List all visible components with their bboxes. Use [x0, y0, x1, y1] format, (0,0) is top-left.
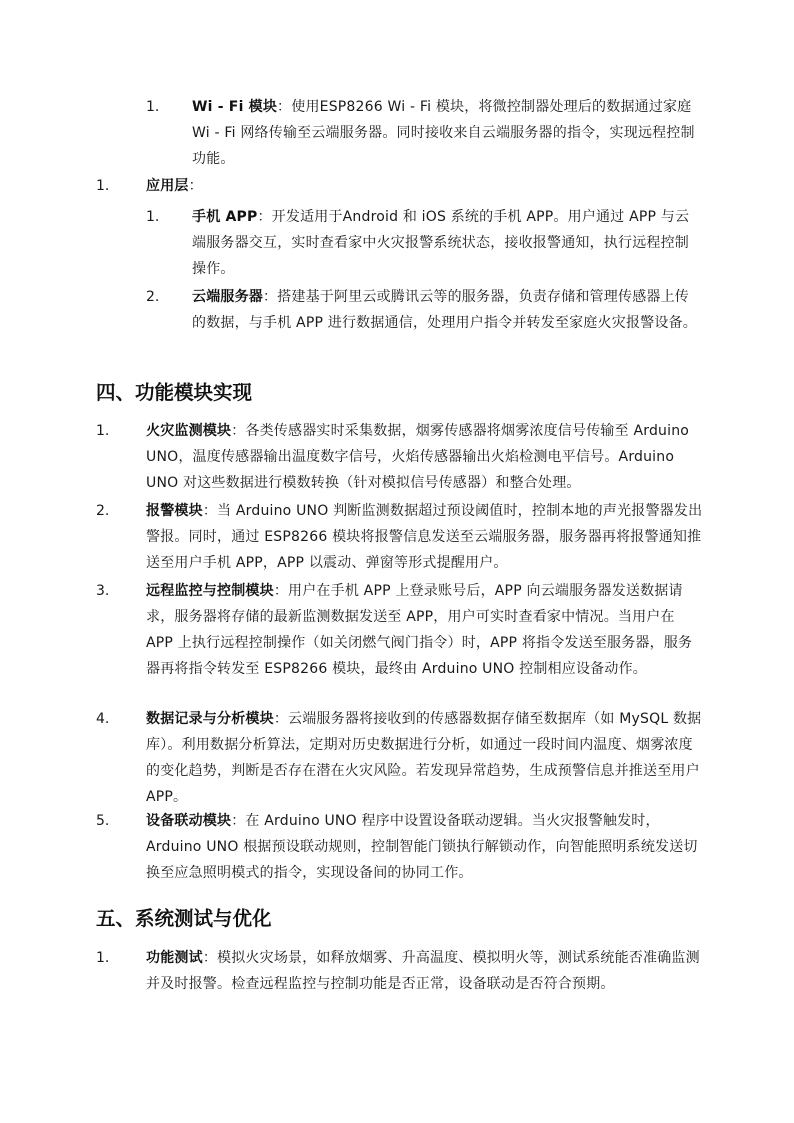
list-number: 1.: [96, 950, 110, 966]
list-item-fire-monitoring: [96, 418, 706, 496]
list-text: 应用层：: [146, 178, 203, 194]
item-body: 模拟火灾场景，如释放烟雾、升高温度、模拟明火等，测试系统能否准确监测并及时报警。检查远程监控与控制功能是否正常，设备联动是否符合预期。: [146, 950, 700, 992]
item-label: 报警模块: [146, 503, 203, 519]
list-text: 手机 APP：开发适用于Android 和 iOS 系统的手机 APP。用户通过 APP 与云端服务器交互，实时查看家中火灾报警系统状态，接收报警通知，执行远程控制操作。: [192, 209, 690, 277]
list-text: 功能测试：模拟火灾场景，如释放烟雾、升高温度、模拟明火等，测试系统能否准确监测并及时报警。检查远程监控与控制功能是否正常，设备联动是否符合预期。: [146, 950, 700, 992]
list-item-wifi-module: [146, 94, 706, 172]
list-number: 3.: [96, 583, 110, 599]
list-item-data-analysis: [96, 706, 706, 810]
list-number: 1.: [96, 178, 110, 194]
list-number: 1.: [146, 209, 160, 225]
list-text: 报警模块：当 Arduino UNO 判断监测数据超过预设阈值时，控制本地的声光报警器发出警报。同时，通过 ESP8266 模块将报警信息发送至云端服务器，服务器再将报警通知推送至用户手机 APP，APP 以震动、弹窗等形式提醒用户。: [146, 503, 703, 571]
list-text: 远程监控与控制模块：用户在手机 APP 上登录账号后，APP 向云端服务器发送数据请求，服务器将存储的最新监测数据发送至 APP，用户可实时查看家中情况。当用户在 APP 上执行远程控制操作（如关闭燃气阀门指令）时，APP 将指令发送至服务器，服务器再将指令转发至 ESP8266 模块，最终由 Arduino UNO 控制相应设备动作。: [146, 583, 693, 677]
list-item-device-linkage: [96, 808, 706, 886]
item-label: 远程监控与控制模块: [146, 583, 274, 599]
list-text: 设备联动模块：在 Arduino UNO 程序中设置设备联动逻辑。当火灾报警触发时，Arduino UNO 根据预设联动规则，控制智能门锁执行解锁动作，向智能照明系统发送切换至应急照明模式的指令，实现设备间的协同工作。: [146, 813, 698, 881]
item-body: 开发适用于Android 和 iOS 系统的手机 APP。用户通过 APP 与云端服务器交互，实时查看家中火灾报警系统状态，接收报警通知，执行远程控制操作。: [192, 209, 690, 277]
list-text: 云端服务器：搭建基于阿里云或腾讯云等的服务器，负责存储和管理传感器上传的数据，与手机 APP 进行数据通信，处理用户指令并转发至家庭火灾报警设备。: [192, 289, 697, 331]
item-label: 设备联动模块: [146, 813, 232, 829]
list-item-remote-control: [96, 578, 706, 682]
list-item-application-layer: [96, 173, 696, 199]
list-number: 2.: [146, 289, 160, 305]
item-label: 功能测试: [146, 950, 203, 966]
item-label: 云端服务器: [192, 289, 263, 305]
item-label: Wi - Fi 模块: [192, 99, 278, 115]
item-body: 各类传感器实时采集数据，烟雾传感器将烟雾浓度信号传输至 Arduino UNO，温度传感器输出温度数字信号，火焰传感器输出火焰检测电平信号。Arduino UNO 对这些数据进行模数转换（针对模拟信号传感器）和整合处理。: [146, 423, 690, 491]
item-body: 云端服务器将接收到的传感器数据存储至数据库（如 MySQL 数据库）。利用数据分析算法，定期对历史数据进行分析，如通过一段时间内温度、烟雾浓度的变化趋势，判断是否存在潜在火灾风险。若发现异常趋势，生成预警信息并推送至用户 APP。: [146, 711, 702, 805]
item-body: 搭建基于阿里云或腾讯云等的服务器，负责存储和管理传感器上传的数据，与手机 APP 进行数据通信，处理用户指令并转发至家庭火灾报警设备。: [192, 289, 697, 331]
section-heading-4: 四、功能模块实现: [96, 381, 253, 404]
section-heading-5: 五、系统测试与优化: [96, 907, 272, 930]
item-body: 使用ESP8266 Wi - Fi 模块，将微控制器处理后的数据通过家庭 Wi - Fi 网络传输至云端服务器。同时接收来自云端服务器的指令，实现远程控制功能。: [192, 99, 695, 167]
item-body: 在 Arduino UNO 程序中设置设备联动逻辑。当火灾报警触发时，Arduino UNO 根据预设联动规则，控制智能门锁执行解锁动作，向智能照明系统发送切换至应急照明模式的指令，实现设备间的协同工作。: [146, 813, 698, 881]
list-item-function-test: [96, 945, 706, 997]
item-label: 数据记录与分析模块: [146, 711, 274, 727]
list-number: 4.: [96, 711, 110, 727]
list-number: 5.: [96, 813, 110, 829]
list-number: 1.: [146, 99, 160, 115]
list-item-alarm-module: [96, 498, 706, 576]
item-label: 火灾监测模块: [146, 423, 232, 439]
item-body: 当 Arduino UNO 判断监测数据超过预设阈值时，控制本地的声光报警器发出警报。同时，通过 ESP8266 模块将报警信息发送至云端服务器，服务器再将报警通知推送至用户手机 APP，APP 以震动、弹窗等形式提醒用户。: [146, 503, 703, 571]
list-item-mobile-app: [146, 204, 706, 282]
list-text: 火灾监测模块：各类传感器实时采集数据，烟雾传感器将烟雾浓度信号传输至 Arduino UNO，温度传感器输出温度数字信号，火焰传感器输出火焰检测电平信号。Arduino UNO 对这些数据进行模数转换（针对模拟信号传感器）和整合处理。: [146, 423, 690, 491]
list-text: 数据记录与分析模块：云端服务器将接收到的传感器数据存储至数据库（如 MySQL 数据库）。利用数据分析算法，定期对历史数据进行分析，如通过一段时间内温度、烟雾浓度的变化趋势，判断是否存在潜在火灾风险。若发现异常趋势，生成预警信息并推送至用户 APP。: [146, 711, 702, 805]
item-label: 手机 APP: [192, 209, 258, 225]
item-label: 应用层: [146, 178, 189, 194]
list-text: Wi - Fi 模块：使用ESP8266 Wi - Fi 模块，将微控制器处理后的数据通过家庭 Wi - Fi 网络传输至云端服务器。同时接收来自云端服务器的指令，实现远程控制功能。: [192, 99, 695, 167]
list-number: 2.: [96, 503, 110, 519]
item-body: 用户在手机 APP 上登录账号后，APP 向云端服务器发送数据请求，服务器将存储的最新监测数据发送至 APP，用户可实时查看家中情况。当用户在 APP 上执行远程控制操作（如关闭燃气阀门指令）时，APP 将指令发送至服务器，服务器再将指令转发至 ESP8266 模块，最终由 Arduino UNO 控制相应设备动作。: [146, 583, 693, 677]
list-number: 1.: [96, 423, 110, 439]
list-item-cloud-server: [146, 284, 706, 336]
